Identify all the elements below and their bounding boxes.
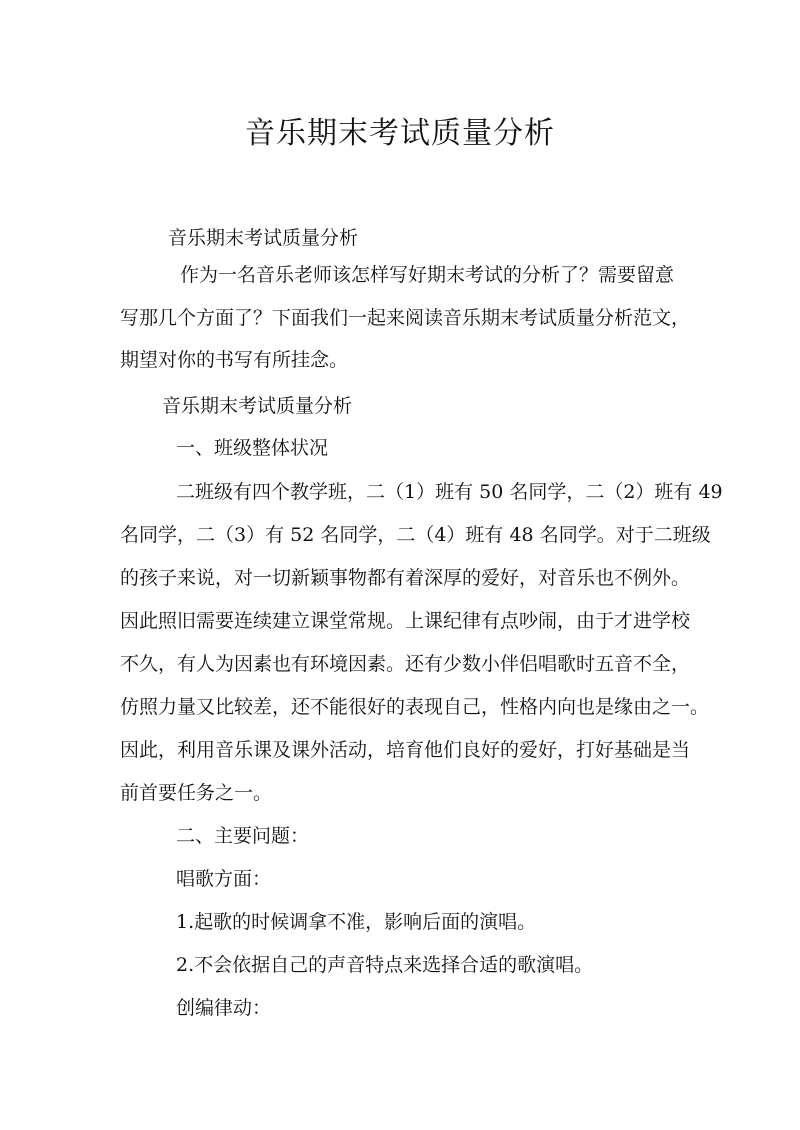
subtitle-line: 音乐期末考试质量分析 — [168, 227, 359, 249]
list-item-2: 2.不会依据自己的声音特点来选择合适的歌演唱。 — [176, 954, 594, 976]
paragraph-line-5: 不久，有人为因素也有环境因素。还有少数小伴侣唱歌时五音不全， — [120, 653, 691, 675]
heading-main-problems: 二、主要问题： — [176, 825, 310, 847]
paragraph-line-7: 因此，利用音乐课及课外活动，培育他们良好的爱好，打好基础是当 — [120, 739, 691, 761]
heading-singing: 唱歌方面： — [176, 868, 272, 890]
paragraph-line-1: 二班级有四个教学班，二（1）班有 50 名同学，二（2）班有 49 — [176, 481, 723, 503]
list-item-1: 1.起歌的时候调拿不准，影响后面的演唱。 — [176, 911, 537, 933]
intro-line-2: 写那几个方面了？下面我们一起来阅读音乐期末考试质量分析范文， — [120, 307, 691, 329]
intro-line-1: 作为一名音乐老师该怎样写好期末考试的分析了？需要留意 — [180, 264, 675, 286]
paragraph-line-8: 前首要任务之一。 — [120, 782, 273, 804]
paragraph-line-4: 因此照旧需要连续建立课堂常规。上课纪律有点吵闹，由于才进学校 — [120, 610, 691, 632]
intro-line-3: 期望对你的书写有所挂念。 — [120, 349, 349, 371]
heading-creative-rhythm: 创编律动： — [176, 997, 272, 1019]
section-heading: 音乐期末考试质量分析 — [162, 395, 353, 417]
paragraph-line-2: 名同学，二（3）有 52 名同学，二（4）班有 48 名同学。对于二班级 — [120, 524, 711, 546]
heading-class-status: 一、班级整体状况 — [176, 437, 329, 459]
document-title: 音乐期末考试质量分析 — [245, 116, 555, 151]
paragraph-line-6: 仿照力量又比较差，还不能很好的表现自己，性格内向也是缘由之一。 — [120, 696, 710, 718]
paragraph-line-3: 的孩子来说，对一切新颖事物都有着深厚的爱好，对音乐也不例外。 — [120, 567, 691, 589]
